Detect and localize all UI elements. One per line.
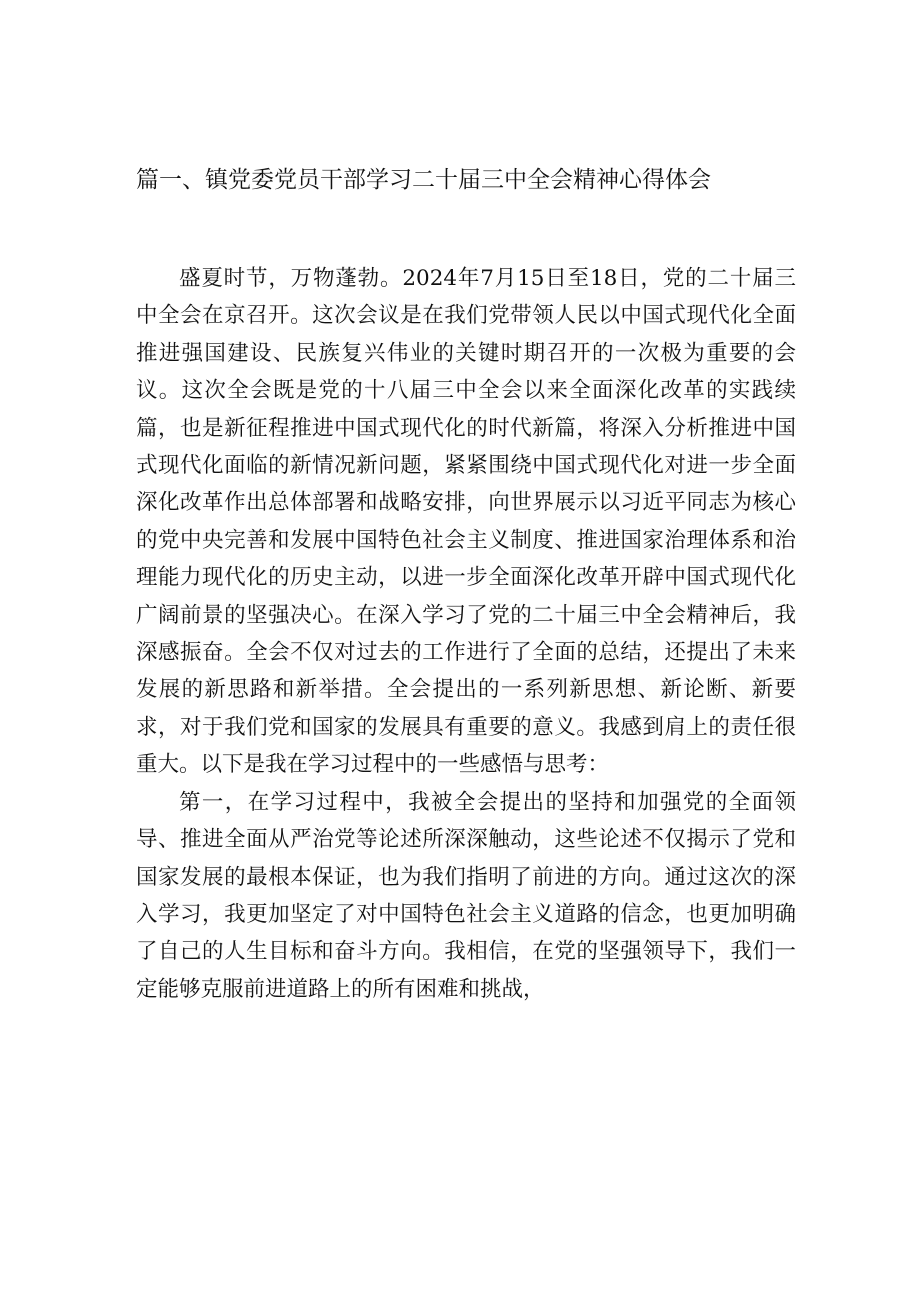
paragraph-intro: 盛夏时节，万物蓬勃。2024年7月15日至18日，党的二十届三中全会在京召开。这次会议是在我们党带领人民以中国式现代化全面推进强国建设、民族复兴伟业的关键时期召开的一次极为重要的会议。这次全会既是党的十八届三中全会以来全面深化改革的实践续篇，也是新征程推进中国式现代化的时代新篇，将深入分析推进中国式现代化面临的新情况新问题，紧紧围绕中国式现代化对进一步全面深化改革作出总体部署和战略安排，向世界展示以习近平同志为核心的党中央完善和发展中国特色社会主义制度、推进国家治理体系和治理能力现代化的历史主动，以进一步全面深化改革开辟中国式现代化广阔前景的坚强决心。在深入学习了党的二十届三中全会精神后，我深感振奋。全会不仅对过去的工作进行了全面的总结，还提出了未来发展的新思路和新举措。全会提出的一系列新思想、新论断、新要求，对于我们党和国家的发展具有重要的意义。我感到肩上的责任很重大。以下是我在学习过程中的一些感悟与思考： [136, 266, 796, 778]
paragraph-first-point: 第一，在学习过程中，我被全会提出的坚持和加强党的全面领导、推进全面从严治党等论述所深深触动，这些论述不仅揭示了党和国家发展的最根本保证，也为我们指明了前进的方向。通过这次的深入学习，我更加坚定了对中国特色社会主义道路的信念，也更加明确了自己的人生目标和奋斗方向。我相信，在党的坚强领导下，我们一定能够克服前进道路上的所有困难和挑战， [136, 789, 796, 1002]
document-body [136, 260, 796, 1008]
document-title: 篇一、镇党委党员干部学习二十届三中全会精神心得体会 [136, 167, 711, 193]
